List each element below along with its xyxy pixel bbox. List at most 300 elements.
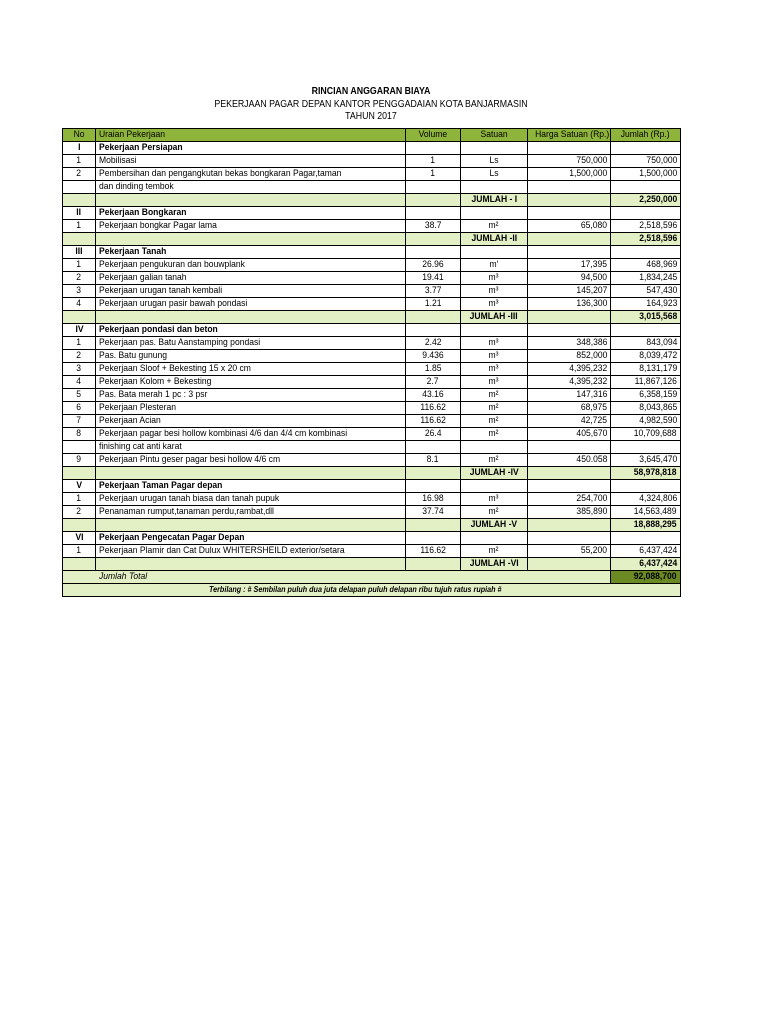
section-title-text: Pekerjaan Tanah [99,246,167,257]
subtotal-value-text: 2,518,596 [638,233,677,244]
item-description [96,259,406,272]
item-unit [461,259,528,272]
item-volume-text: 16.98 [422,493,444,504]
item-unit-price [528,155,611,168]
empty-cell [461,246,528,259]
item-volume [406,168,461,181]
item-number-text: 4 [76,298,82,309]
empty-cell [611,246,681,259]
item-amount [611,389,681,402]
item-volume [406,259,461,272]
document-title: RINCIAN ANGGARAN BIAYA [311,86,431,97]
table-row [63,220,681,233]
item-number [63,298,96,311]
item-unit [461,272,528,285]
item-unit-price [528,363,611,376]
item-number-text: 4 [76,376,82,387]
empty-cell [63,441,96,454]
subtotal-value-text: 18,888,295 [634,519,677,530]
item-description [96,168,406,181]
item-description [96,493,406,506]
empty-cell [96,311,406,324]
subtotal-row [63,194,681,207]
item-unit [461,155,528,168]
empty-cell [611,181,681,194]
item-description-text: Pekerjaan Kolom + Bekesting [99,376,212,387]
item-unit [461,350,528,363]
subtotal-value-text: 6,437,424 [638,558,677,569]
item-volume-text: 8.1 [427,454,439,465]
item-unit-text: m² [489,428,499,439]
item-unit-price [528,506,611,519]
subtotal-label [461,467,528,480]
empty-cell [406,207,461,220]
document-header [62,86,680,124]
item-number [63,350,96,363]
item-unit-text: m³ [489,350,499,361]
table-row [63,402,681,415]
section-title-text: Pekerjaan Pengecatan Pagar Depan [99,532,245,543]
empty-cell [528,233,611,246]
table-row-continuation [63,441,681,454]
item-amount-text: 6,437,424 [638,545,677,556]
item-volume [406,545,461,558]
item-amount [611,454,681,467]
item-volume [406,454,461,467]
item-number-text: 9 [76,454,82,465]
item-volume-text: 116.62 [420,415,446,426]
item-volume [406,389,461,402]
item-unit-text: m² [489,402,499,413]
item-amount-text: 14,563,489 [634,506,677,517]
subtotal-row [63,233,681,246]
empty-cell [611,142,681,155]
empty-cell [63,194,96,207]
item-description [96,298,406,311]
item-number-text: 1 [76,259,82,270]
item-unit-price [528,259,611,272]
subtotal-label-text: JUMLAH -III [470,311,518,322]
item-volume [406,363,461,376]
item-description [96,428,406,441]
empty-cell [461,441,528,454]
document-year: TAHUN 2017 [345,111,397,122]
item-description [96,389,406,402]
subtotal-label [461,558,528,571]
budget-table [62,128,681,597]
item-unit-price-text: 385,890 [576,506,607,517]
item-unit [461,168,528,181]
item-unit-price [528,298,611,311]
section-title [96,207,406,220]
item-amount-text: 8,039,472 [638,350,677,361]
item-unit-price-text: 42,725 [580,415,607,426]
item-amount [611,363,681,376]
item-volume-text: 1 [430,168,436,179]
item-unit-price-text: 405,670 [576,428,607,439]
item-description [96,220,406,233]
item-volume [406,298,461,311]
item-number-text: 2 [76,506,82,517]
item-amount-text: 8,131,179 [638,363,677,374]
empty-cell [63,233,96,246]
item-number-text: 3 [76,363,82,374]
item-unit-text: m² [489,389,499,400]
empty-cell [406,532,461,545]
item-number-text: 3 [76,285,82,296]
empty-cell [461,480,528,493]
item-volume [406,428,461,441]
item-number-text: 5 [76,389,82,400]
table-row [63,259,681,272]
table-row [63,493,681,506]
grand-total-row [63,571,681,584]
item-description-text: Pekerjaan pas. Batu Aanstamping pondasi [99,337,261,348]
item-unit-price-text: 4,395,232 [568,363,607,374]
item-unit-price [528,402,611,415]
item-description-text: Pekerjaan Plamir dan Cat Dulux WHITERSHEILD exterior/setara [99,545,345,556]
item-description [96,454,406,467]
item-volume [406,337,461,350]
col-header-satuan-text: Satuan [480,129,508,140]
item-unit-text: Ls [489,155,499,166]
subtotal-label [461,194,528,207]
item-volume-text: 3.77 [424,285,442,296]
item-description-text: Pekerjaan pengukuran dan bouwplank [99,259,245,270]
item-number [63,506,96,519]
section-number [63,142,96,155]
section-number-text: III [75,246,83,257]
item-amount-text: 1,500,000 [638,168,677,179]
empty-cell [528,194,611,207]
item-unit-text: m³ [489,298,499,309]
item-number [63,415,96,428]
item-volume-text: 26.96 [422,259,444,270]
item-number [63,493,96,506]
section-title [96,142,406,155]
item-number [63,402,96,415]
section-title [96,532,406,545]
item-amount-text: 2,518,596 [638,220,677,231]
item-number [63,220,96,233]
item-amount [611,220,681,233]
item-description [96,363,406,376]
item-unit-price [528,454,611,467]
section-header-row [63,207,681,220]
item-volume [406,350,461,363]
empty-cell [611,207,681,220]
item-description-text: Pekerjaan urugan pasir bawah pondasi [99,298,248,309]
item-amount [611,285,681,298]
table-row [63,506,681,519]
subtotal-label-text: JUMLAH -II [471,233,517,244]
item-number [63,155,96,168]
col-header-no [63,129,96,142]
item-unit-price [528,285,611,298]
empty-cell [528,311,611,324]
empty-cell [528,532,611,545]
col-header-uraian-text: Uraian Pekerjaan [99,129,166,140]
item-amount [611,415,681,428]
item-unit-text: m³ [489,376,499,387]
item-description [96,285,406,298]
table-row [63,545,681,558]
item-amount-text: 3,645,470 [638,454,677,465]
item-volume [406,415,461,428]
subtotal-value [611,233,681,246]
empty-cell [63,519,96,532]
item-unit-price-text: 94,500 [580,272,607,283]
item-volume-text: 2.42 [424,337,442,348]
empty-cell [96,194,406,207]
item-volume-text: 1.21 [424,298,442,309]
item-number-text: 1 [76,493,82,504]
subtotal-label [461,311,528,324]
item-unit [461,506,528,519]
item-description-text: Pekerjaan bongkar Pagar lama [99,220,217,231]
item-amount-text: 10,709,688 [634,428,677,439]
item-unit [461,415,528,428]
table-row [63,298,681,311]
item-number-text: 7 [76,415,82,426]
section-number [63,480,96,493]
item-unit-text: Ls [489,168,499,179]
grand-total-value [611,571,681,584]
item-number [63,285,96,298]
empty-cell [611,480,681,493]
item-unit-price-text: 254,700 [576,493,607,504]
item-amount-text: 547,430 [646,285,677,296]
item-description-continued [96,181,406,194]
subtotal-row [63,519,681,532]
subtotal-row [63,467,681,480]
item-number-text: 1 [76,220,82,231]
item-description-text: Pekerjaan Pintu geser pagar besi hollow 4/6 cm [99,454,281,465]
item-amount [611,168,681,181]
item-unit-price-text: 450.058 [576,454,607,465]
section-number-text: II [76,207,82,218]
empty-cell [528,181,611,194]
section-header-row [63,142,681,155]
item-unit [461,376,528,389]
empty-cell [528,519,611,532]
item-volume-text: 43.16 [422,389,444,400]
item-volume [406,506,461,519]
table-row [63,363,681,376]
item-volume [406,402,461,415]
item-number [63,272,96,285]
item-unit-text: m³ [489,337,499,348]
item-unit-text: m² [489,415,499,426]
empty-cell [406,194,461,207]
item-number [63,376,96,389]
item-volume [406,285,461,298]
section-number [63,246,96,259]
item-amount-text: 843,094 [646,337,677,348]
section-header-row [63,532,681,545]
empty-cell [528,558,611,571]
subtotal-label [461,519,528,532]
item-unit-price-text: 65,080 [580,220,607,231]
table-row [63,454,681,467]
item-volume [406,155,461,168]
item-description [96,350,406,363]
item-number-text: 2 [76,168,82,179]
item-amount [611,155,681,168]
item-number-text: 8 [76,428,82,439]
table-row-continuation [63,181,681,194]
item-description [96,545,406,558]
table-row [63,389,681,402]
empty-cell [63,311,96,324]
item-amount-text: 8,043,865 [638,402,677,413]
item-unit-price-text: 55,200 [580,545,607,556]
table-row [63,350,681,363]
item-amount [611,402,681,415]
item-volume [406,272,461,285]
item-number-text: 2 [76,350,82,361]
item-description [96,155,406,168]
subtotal-value-text: 2,250,000 [638,194,677,205]
item-unit [461,493,528,506]
grand-total-label-text: Jumlah Total [99,571,148,582]
item-description [96,415,406,428]
item-unit [461,428,528,441]
item-unit-text: m² [489,220,499,231]
item-amount [611,376,681,389]
item-volume-text: 116.62 [420,402,446,413]
item-unit [461,545,528,558]
table-row [63,415,681,428]
item-description-text: Pekerjaan pagar besi hollow kombinasi 4/6 dan 4/4 cm kombinasi [99,428,348,439]
table-row [63,285,681,298]
item-number [63,363,96,376]
item-unit-price [528,389,611,402]
empty-cell [461,142,528,155]
item-volume-text: 9.436 [422,350,444,361]
section-title-text: Pekerjaan pondasi dan beton [99,324,218,335]
item-unit-text: m² [489,506,499,517]
item-description-continued-text: finishing cat anti karat [99,441,182,452]
section-title-text: Pekerjaan Persiapan [99,142,183,153]
item-number-text: 6 [76,402,82,413]
col-header-harga-text: Harga Satuan (Rp.) [535,129,610,140]
empty-cell [528,246,611,259]
item-unit-text: m² [489,545,499,556]
item-volume [406,493,461,506]
empty-cell [611,532,681,545]
item-number [63,428,96,441]
item-amount [611,337,681,350]
empty-cell [528,207,611,220]
item-amount-text: 1,834,245 [638,272,677,283]
terbilang-row [63,584,681,597]
item-unit-text: m³ [489,272,499,283]
item-unit-text: m' [489,259,499,270]
item-unit-price-text: 852,000 [576,350,607,361]
item-unit [461,298,528,311]
empty-cell [528,467,611,480]
item-description-text: Pekerjaan galian tanah [99,272,187,283]
empty-cell [461,207,528,220]
item-unit-price [528,168,611,181]
section-number [63,532,96,545]
item-unit-price [528,220,611,233]
item-number [63,337,96,350]
table-row [63,428,681,441]
section-title [96,480,406,493]
item-unit [461,220,528,233]
col-header-satuan [461,129,528,142]
empty-cell [63,181,96,194]
section-title-text: Pekerjaan Taman Pagar depan [99,480,223,491]
empty-cell [528,142,611,155]
item-number-text: 1 [76,337,82,348]
item-description-continued-text: dan dinding tembok [99,181,174,192]
subtotal-value [611,194,681,207]
item-unit-text: m² [489,454,499,465]
item-unit-price-text: 1,500,000 [568,168,607,179]
empty-cell [528,480,611,493]
item-unit [461,363,528,376]
item-unit-price-text: 750,000 [576,155,607,166]
item-description-text: Pekerjaan Sloof + Bekesting 15 x 20 cm [99,363,251,374]
item-volume-text: 116.62 [420,545,446,556]
item-description-text: Pas. Batu gunung [99,350,167,361]
item-description-text: Pas. Bata merah 1 pc : 3 psr [99,389,208,400]
item-unit [461,389,528,402]
section-number-text: I [77,142,81,153]
section-title [96,246,406,259]
section-title-text: Pekerjaan Bongkaran [99,207,187,218]
item-unit-price [528,337,611,350]
item-amount [611,545,681,558]
item-number [63,545,96,558]
item-number-text: 1 [76,545,82,556]
subtotal-label-text: JUMLAH - I [471,194,517,205]
item-unit-price [528,415,611,428]
item-amount [611,428,681,441]
subtotal-row [63,558,681,571]
item-description [96,272,406,285]
col-header-uraian [96,129,406,142]
item-number-text: 2 [76,272,82,283]
item-volume-text: 37.74 [422,506,444,517]
item-unit-text: m³ [489,285,499,296]
item-description-text: Penanaman rumput,tanaman perdu,rambat,dll [99,506,274,517]
item-number [63,454,96,467]
empty-cell [96,519,406,532]
empty-cell [461,324,528,337]
item-amount-text: 4,324,806 [638,493,677,504]
item-amount [611,259,681,272]
item-volume-text: 19.41 [422,272,444,283]
subtotal-label-text: JUMLAH -VI [469,558,519,569]
item-unit-price [528,545,611,558]
item-unit-price [528,493,611,506]
empty-cell [406,467,461,480]
empty-cell [63,467,96,480]
item-number-text: 1 [76,155,82,166]
section-title [96,324,406,337]
empty-cell [461,181,528,194]
item-number [63,389,96,402]
subtotal-label-text: JUMLAH -IV [469,467,519,478]
item-description-text: Pekerjaan Plesteran [99,402,177,413]
item-description-text: Pembersihan dan pengangkutan bekas bongkaran Pagar,taman [99,168,342,179]
empty-cell [406,480,461,493]
item-unit-price-text: 68,975 [580,402,607,413]
